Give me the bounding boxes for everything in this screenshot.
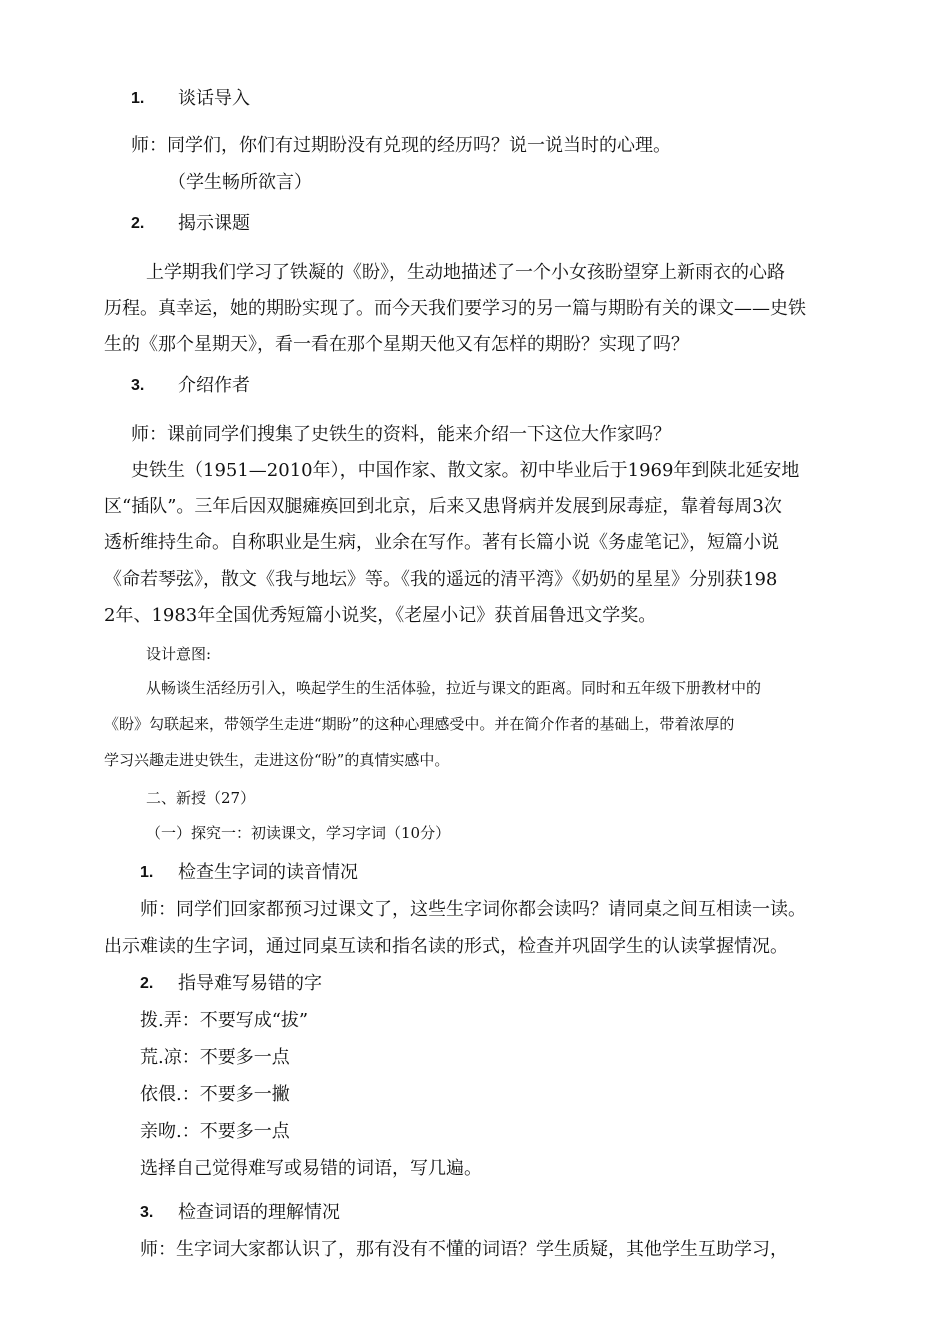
- word-note-4: 亲吻.：不要多一点: [140, 1121, 290, 1142]
- section-2-number: 2.: [131, 215, 145, 232]
- section-1-number: 1.: [131, 90, 145, 107]
- section-2-title: 揭示课题: [178, 213, 250, 234]
- intro-paragraph-line-3: 生的《那个星期天》，看一看在那个星期天他又有怎样的期盼？实现了吗？: [104, 334, 689, 355]
- section-3-title: 介绍作者: [178, 375, 250, 396]
- author-bio-line-2: 区“插队”。三年后因双腿瘫痪回到北京，后来又患肾病并发展到尿毒症，靠着每周3次: [104, 496, 782, 517]
- practice-instruction: 选择自己觉得难写或易错的词语，写几遍。: [140, 1158, 482, 1179]
- author-bio-line-3: 透析维持生命。自称职业是生病，业余在写作。著有长篇小说《务虚笔记》，短篇小说: [104, 532, 779, 553]
- part-2-heading: 二、新授（27）: [146, 789, 256, 807]
- item-3-line: 师：生字词大家都认识了，那有没有不懂的词语？学生质疑，其他学生互助学习，: [140, 1239, 788, 1260]
- design-intent-line-1: 从畅谈生活经历引入，唤起学生的生活体验，拉近与课文的距离。同时和五年级下册教材中的: [146, 679, 762, 697]
- item-1-number: 1.: [140, 864, 154, 881]
- item-2-title: 指导难写易错的字: [178, 973, 322, 994]
- intro-paragraph-line-1: 上学期我们学习了铁凝的《盼》，生动地描述了一个小女孩盼望穿上新雨衣的心路: [146, 262, 785, 283]
- item-3-number: 3.: [140, 1204, 154, 1221]
- design-intent-line-3: 学习兴趣走进史铁生，走进这份“盼”的真情实感中。: [104, 751, 450, 769]
- item-1-title: 检查生字词的读音情况: [178, 862, 358, 883]
- word-note-1: 拨.弄：不要写成“拔”: [140, 1010, 309, 1031]
- word-note-2: 荒.凉：不要多一点: [140, 1047, 290, 1068]
- word-note-3: 依偎.：不要多一撇: [140, 1084, 290, 1105]
- teacher-question-1: 师：同学们，你们有过期盼没有兑现的经历吗？说一说当时的心理。: [131, 135, 671, 156]
- author-bio-line-5: 2年、1983年全国优秀短篇小说奖，《老屋小记》获首届鲁迅文学奖。: [104, 605, 657, 626]
- section-3-number: 3.: [131, 377, 145, 394]
- author-bio-line-1: 史铁生（1951—2010年），中国作家、散文家。初中毕业后于1969年到陕北延安地: [131, 460, 800, 481]
- design-intent-label: 设计意图:: [146, 645, 212, 663]
- item-1-line-2: 出示难读的生字词，通过同桌互读和指名读的形式，检查并巩固学生的认读掌握情况。: [104, 936, 788, 957]
- part-2-subheading: （一）探究一：初读课文，学习字词（10分）: [146, 824, 451, 842]
- section-1-title: 谈话导入: [178, 88, 250, 109]
- design-intent-line-2: 《盼》勾联起来，带领学生走进“期盼”的这种心理感受中。并在简介作者的基础上，带着浓厚的: [104, 715, 735, 733]
- item-1-line-1: 师：同学们回家都预习过课文了，这些生字词你都会读吗？请同桌之间互相读一读。: [140, 899, 806, 920]
- item-2-number: 2.: [140, 975, 154, 992]
- intro-paragraph-line-2: 历程。真幸运，她的期盼实现了。而今天我们要学习的另一篇与期盼有关的课文——史铁: [104, 298, 806, 319]
- item-3-title: 检查词语的理解情况: [178, 1202, 340, 1223]
- student-response-note: （学生畅所欲言）: [168, 172, 312, 193]
- author-bio-line-4: 《命若琴弦》，散文《我与地坛》等。《我的遥远的清平湾》《奶奶的星星》分别获198: [104, 569, 778, 590]
- teacher-question-author: 师：课前同学们搜集了史铁生的资料，能来介绍一下这位大作家吗？: [131, 424, 671, 445]
